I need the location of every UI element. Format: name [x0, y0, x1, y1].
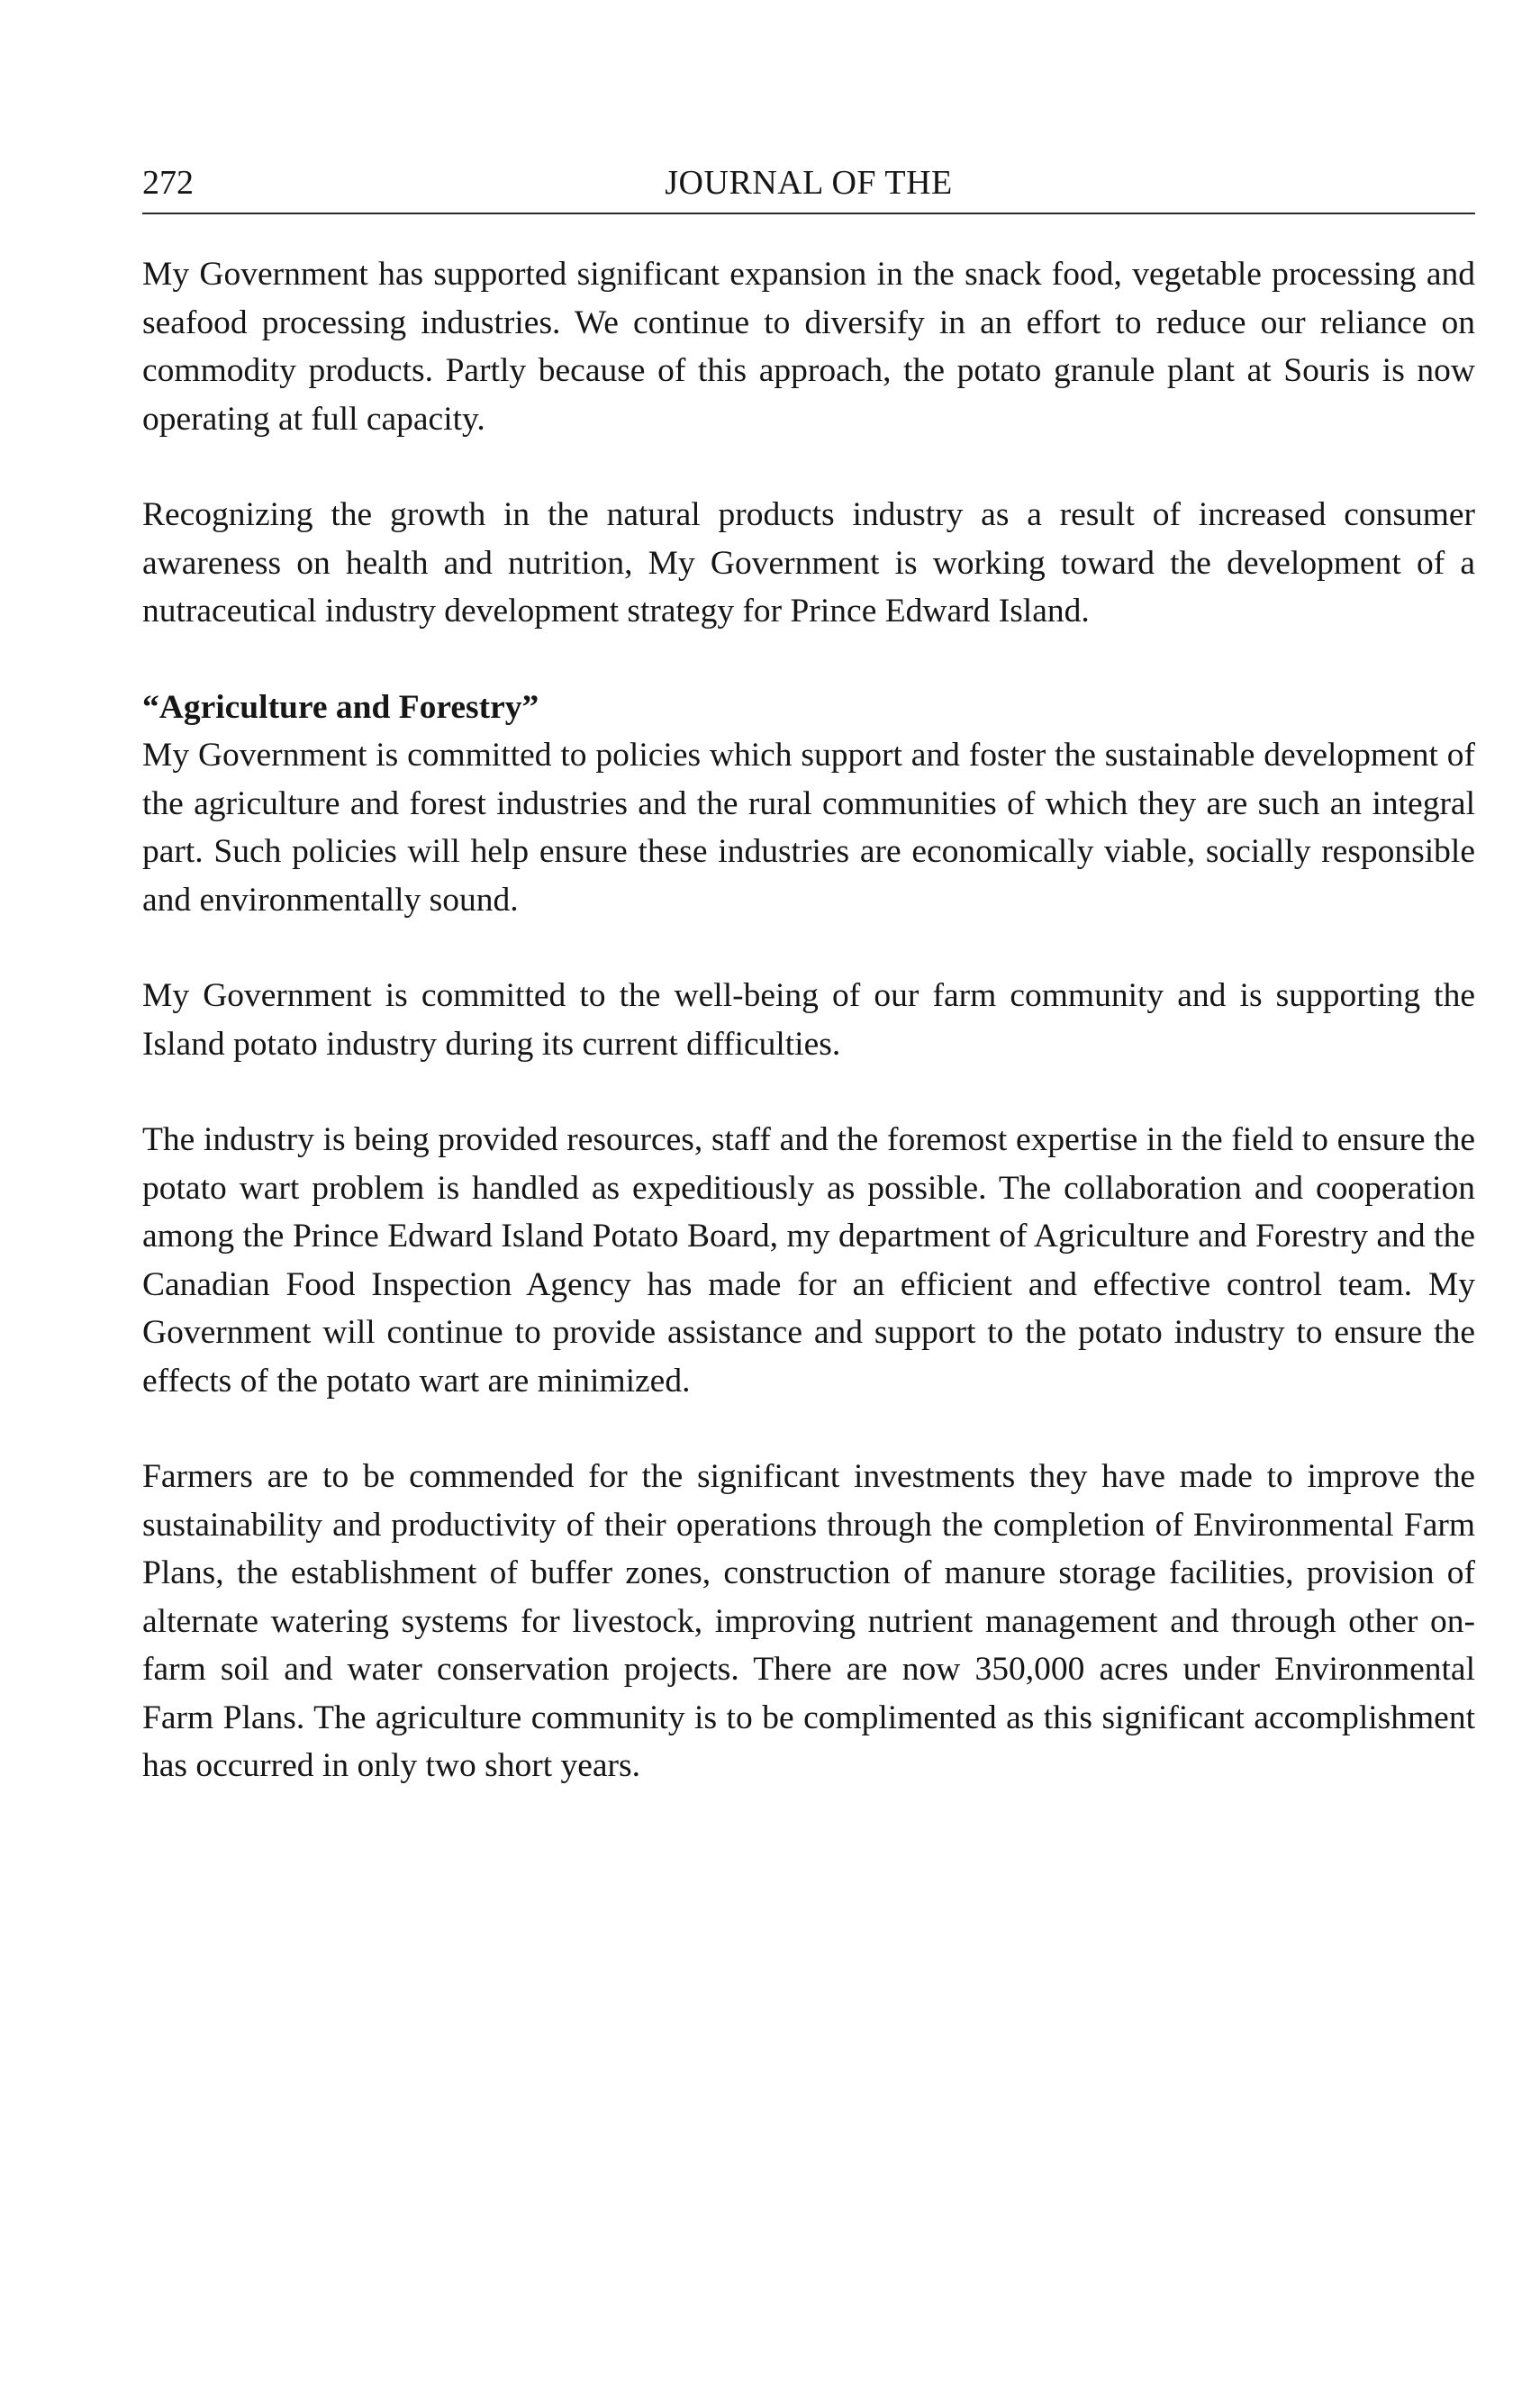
paragraph-potato-wart: The industry is being provided resources, staff and the foremost expertise in the field to ensure the potato wart problem is handled as expeditiously as possible. The collaboration and cooperation among the Prince Edward Island Potato Board, my department of Agriculture and Forestry and the Canadian Food Inspection Agency has made for an efficient and effective control team. My Government will continue to provide assistance and support to the potato industry to ensure the effects of the potato wart are minimized.: [142, 1121, 1475, 1400]
paragraph-farm-community: My Government is committed to the well-being of our farm community and is supporting the Island potato industry during its current difficulties.: [142, 977, 1475, 1063]
paragraph-environmental-farm-plans: Farmers are to be commended for the significant investments they have made to improve the sustainability and productivity of their operations through the completion of Environmental Farm Plans, the establishment of buffer zones, construction of manure storage facilities, provision of alternate watering systems for livestock, improving nutrient management and through other on-farm soil and water conservation projects. There are now 350,000 acres under Environmental Farm Plans. The agriculture community is to be complimented as this significant accomplishment has occurred in only two short years.: [142, 1458, 1475, 1784]
running-header: [142, 153, 1475, 214]
section-heading-agriculture-forestry: “Agriculture and Forestry”: [142, 688, 539, 726]
paragraph-sustainable-development: My Government is committed to policies which support and foster the sustainable development of the agriculture and forest industries and the rural communities of which they are such an integral part. Such policies will help ensure these industries are economically viable, socially responsible and environmentally sound.: [142, 737, 1475, 919]
paragraph-nutraceutical-strategy: Recognizing the growth in the natural products industry as a result of increased consumer awareness on health and nutrition, My Government is working toward the development of a nutraceutical industry development strategy for Prince Edward Island.: [142, 496, 1475, 630]
journal-page: [142, 153, 1475, 1838]
paragraph-snack-food-expansion: My Government has supported significant expansion in the snack food, vegetable processing and seafood processing industries. We continue to diversify in an effort to reduce our reliance on commodity products. Partly because of this approach, the potato granule plant at Souris is now operating at full capacity.: [142, 256, 1475, 438]
page-content: [142, 250, 1475, 1790]
journal-title: JOURNAL OF THE: [665, 164, 953, 202]
page-number: 272: [142, 164, 194, 202]
